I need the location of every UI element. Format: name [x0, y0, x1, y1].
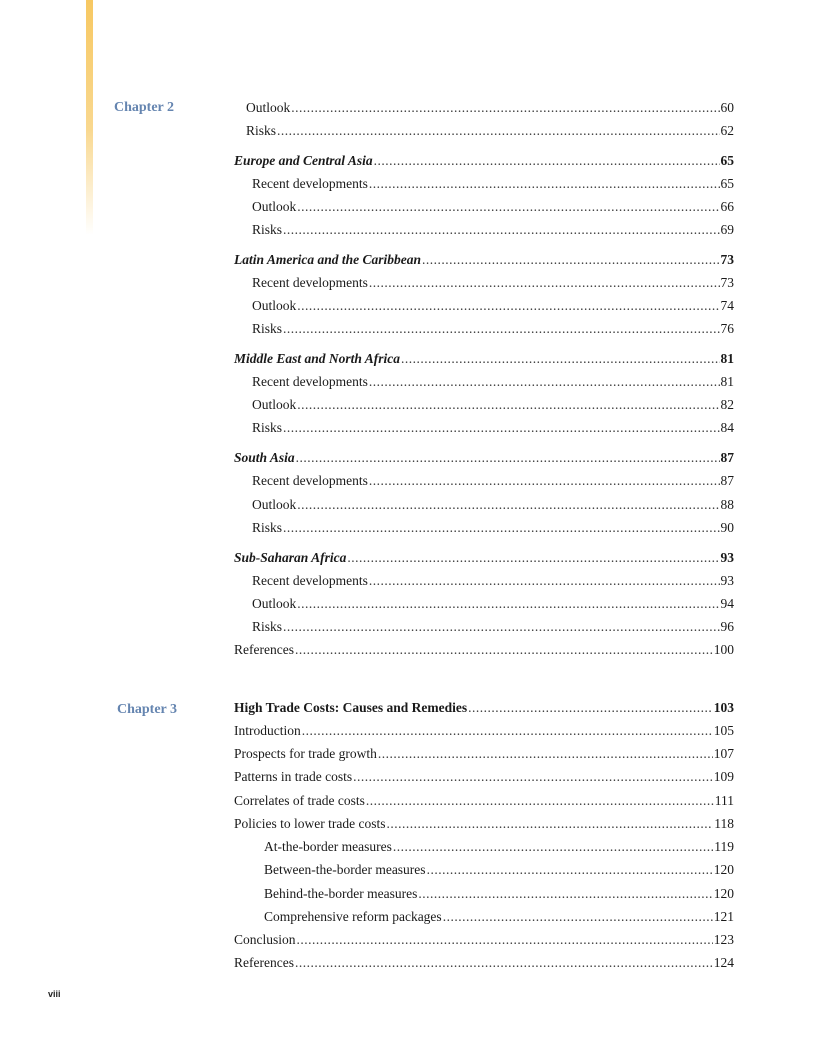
toc-entry-page: 93	[720, 550, 734, 565]
toc-entry[interactable]	[246, 122, 734, 140]
toc-entry-page: 76	[720, 321, 734, 336]
toc-entry-page: 107	[713, 746, 734, 761]
dot-leader	[369, 373, 720, 391]
dot-leader	[393, 838, 713, 856]
toc-entry[interactable]	[264, 838, 734, 856]
toc-entry-page: 96	[720, 619, 734, 634]
dot-leader	[418, 885, 712, 903]
dot-leader	[374, 152, 720, 170]
toc-entry[interactable]	[234, 792, 734, 810]
toc-entry-title: South Asia	[234, 450, 295, 465]
dot-leader	[283, 221, 719, 239]
toc-entry[interactable]	[252, 320, 734, 338]
toc-entry[interactable]	[264, 885, 734, 903]
toc-section-heading[interactable]	[234, 449, 734, 467]
toc-entry[interactable]	[234, 722, 734, 740]
toc-entry-title: References	[234, 642, 294, 657]
toc-entry-title: Correlates of trade costs	[234, 793, 365, 808]
dot-leader	[366, 792, 714, 810]
toc-entry-title: At-the-border measures	[264, 839, 392, 854]
toc-section-heading[interactable]	[234, 350, 734, 368]
toc-entry-title: Conclusion	[234, 932, 296, 947]
dot-leader	[295, 954, 713, 972]
toc-entry-page: 120	[713, 886, 734, 901]
toc-entry-title: Risks	[252, 420, 283, 435]
toc-entry-page: 93	[720, 573, 734, 588]
toc-entry-page: 87	[720, 473, 734, 488]
dot-leader	[369, 472, 720, 490]
dot-leader	[468, 699, 713, 717]
dot-leader	[283, 519, 719, 537]
toc-entry-title: Comprehensive reform packages	[264, 909, 442, 924]
toc-entry-title: Prospects for trade growth	[234, 746, 377, 761]
toc-entry-page: 65	[720, 176, 734, 191]
toc-entry[interactable]	[234, 745, 734, 763]
toc-entry-page: 87	[720, 450, 734, 465]
toc-entry[interactable]	[252, 175, 734, 193]
dot-leader	[297, 595, 719, 613]
toc-entry-title: Risks	[252, 619, 283, 634]
toc-entry[interactable]	[252, 618, 734, 636]
toc-entry[interactable]	[252, 519, 734, 537]
dot-leader	[386, 815, 713, 833]
chapter-2-label: Chapter 2	[114, 100, 175, 115]
dot-leader	[401, 350, 719, 368]
dot-leader	[295, 641, 713, 659]
toc-entry-page: 90	[720, 520, 734, 535]
toc-entry-title: Sub-Saharan Africa	[234, 550, 347, 565]
toc-entry[interactable]	[246, 99, 734, 117]
toc-entry-page: 81	[720, 351, 734, 366]
toc-entry-title: Between-the-border measures	[264, 862, 426, 877]
toc-entry-page: 103	[713, 700, 734, 715]
toc-entry-page: 105	[713, 723, 734, 738]
toc-entry-page: 109	[713, 769, 734, 784]
toc-entry-page: 84	[720, 420, 734, 435]
toc-entry-page: 69	[720, 222, 734, 237]
dot-leader	[378, 745, 713, 763]
toc-entry[interactable]	[252, 472, 734, 490]
toc-entry-page: 60	[720, 100, 734, 115]
toc-entry-title: Latin America and the Caribbean	[234, 252, 422, 267]
toc-entry-title: Patterns in trade costs	[234, 769, 353, 784]
dot-leader	[297, 496, 719, 514]
toc-entry-page: 82	[720, 397, 734, 412]
toc-entry-title: Risks	[252, 321, 283, 336]
dot-leader	[283, 419, 719, 437]
toc-entry[interactable]	[252, 396, 734, 414]
toc-entry-title: Recent developments	[252, 374, 368, 389]
dot-leader	[291, 99, 719, 117]
toc-chapter-title[interactable]	[234, 699, 734, 717]
toc-entry-title: Risks	[246, 123, 277, 138]
toc-entry-page: 118	[714, 816, 734, 831]
toc-entry-title: Policies to lower trade costs	[234, 816, 386, 831]
toc-entry-title: Recent developments	[252, 573, 368, 588]
toc-entry[interactable]	[252, 198, 734, 216]
dot-leader	[302, 722, 713, 740]
dot-leader	[353, 768, 713, 786]
toc-entry[interactable]	[252, 373, 734, 391]
dot-leader	[283, 320, 719, 338]
toc-entry-page: 73	[720, 275, 734, 290]
dot-leader	[296, 449, 720, 467]
toc-entry-title: Outlook	[246, 100, 291, 115]
toc-entry-page: 62	[720, 123, 734, 138]
toc-section-heading[interactable]	[234, 152, 734, 170]
toc-entry-title: Recent developments	[252, 473, 368, 488]
toc-entry-page: 111	[714, 793, 734, 808]
page-number: viii	[48, 989, 61, 999]
toc-entry-page: 119	[714, 839, 734, 854]
toc-entry-page: 81	[720, 374, 734, 389]
toc-entry-title: Recent developments	[252, 176, 368, 191]
toc-entry-title: Outlook	[252, 199, 297, 214]
toc-entry-title: Outlook	[252, 596, 297, 611]
dot-leader	[297, 396, 719, 414]
toc-entry[interactable]	[264, 908, 734, 926]
toc-entry-title: Middle East and North Africa	[234, 351, 401, 366]
dot-leader	[297, 931, 713, 949]
toc-entry-title: High Trade Costs: Causes and Remedies	[234, 700, 468, 715]
dot-leader	[297, 198, 719, 216]
dot-leader	[369, 175, 720, 193]
toc-entry-title: Introduction	[234, 723, 301, 738]
toc-entry-title: Outlook	[252, 497, 297, 512]
toc-entry-page: 74	[720, 298, 734, 313]
dot-leader	[277, 122, 719, 140]
toc-section-heading[interactable]	[234, 251, 734, 269]
toc-entry[interactable]	[234, 931, 734, 949]
dot-leader	[422, 251, 719, 269]
dot-leader	[283, 618, 719, 636]
accent-bar	[86, 0, 93, 235]
toc-entry-title: Europe and Central Asia	[234, 153, 373, 168]
toc-entry[interactable]	[234, 815, 734, 833]
toc-entry[interactable]	[234, 768, 734, 786]
dot-leader	[369, 572, 720, 590]
toc-entry[interactable]	[264, 861, 734, 879]
toc-entry[interactable]	[234, 641, 734, 659]
dot-leader	[297, 297, 719, 315]
dot-leader	[427, 861, 713, 879]
toc-entry-title: Risks	[252, 222, 283, 237]
toc-entry-page: 120	[713, 862, 734, 877]
toc-section-heading[interactable]	[234, 549, 734, 567]
toc-entry[interactable]	[252, 572, 734, 590]
toc-entry[interactable]	[252, 496, 734, 514]
toc-entry-page: 65	[720, 153, 734, 168]
toc-entry-page: 121	[713, 909, 734, 924]
toc-entry-page: 88	[720, 497, 734, 512]
toc-entry[interactable]	[234, 954, 734, 972]
toc-entry[interactable]	[252, 595, 734, 613]
dot-leader	[443, 908, 713, 926]
toc-entry[interactable]	[252, 274, 734, 292]
toc-entry-title: References	[234, 955, 294, 970]
toc-entry-page: 123	[713, 932, 734, 947]
dot-leader	[369, 274, 720, 292]
toc-entry-page: 94	[720, 596, 734, 611]
toc-entry-title: Behind-the-border measures	[264, 886, 418, 901]
chapter-3-label: Chapter 3	[117, 702, 178, 717]
toc-entry-page: 73	[720, 252, 734, 267]
toc-entry[interactable]	[252, 221, 734, 239]
toc-entry-title: Recent developments	[252, 275, 368, 290]
toc-entry-page: 66	[720, 199, 734, 214]
toc-entry-page: 124	[713, 955, 734, 970]
toc-entry-title: Outlook	[252, 397, 297, 412]
dot-leader	[347, 549, 719, 567]
toc-entry[interactable]	[252, 297, 734, 315]
toc-entry[interactable]	[252, 419, 734, 437]
toc-entry-title: Outlook	[252, 298, 297, 313]
toc-entry-page: 100	[713, 642, 734, 657]
toc-entry-title: Risks	[252, 520, 283, 535]
